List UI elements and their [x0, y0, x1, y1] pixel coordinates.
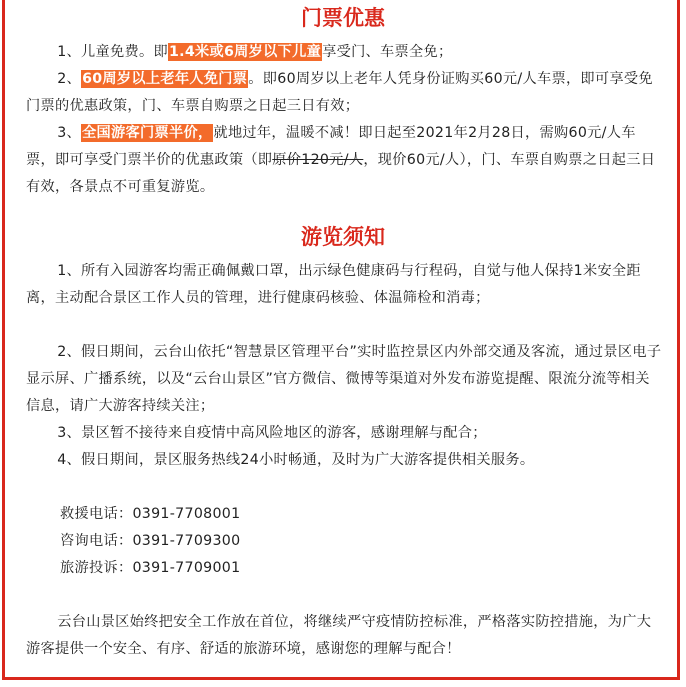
notice-item-1: 1、所有入园游客均需正确佩戴口罩，出示绿色健康码与行程码，自觉与他人保持1米安全距离，主动配合景区工作人员的管理，进行健康码核验、体温筛检和消毒； — [26, 263, 641, 306]
complaint-phone: 旅游投诉：0391-7709001 — [60, 560, 241, 576]
ticket-item-3: 3、全国游客门票半价，就地过年，温暖不减！即日起至2021年2月28日，需购60元/人车票，即可享受门票半价的优惠政策（即原价120元/人，现价60元/人），门、车票自购票之日起三日有效，各景点不可重复游览。 — [26, 125, 656, 195]
highlight-children: 1.4米或6周岁以下儿童 — [168, 44, 322, 60]
notice-item-4: 4、假日期间，景区服务热线24小时畅通，及时为广大游客提供相关服务。 — [57, 452, 535, 468]
ticket-item-2: 2、60周岁以上老年人免门票。即60周岁以上老年人凭身份证购买60元/人车票，即可享受免门票的优惠政策，门、车票自购票之日起三日有效； — [26, 71, 653, 114]
rescue-phone: 救援电话：0391-7708001 — [60, 506, 241, 522]
closing-paragraph: 云台山景区始终把安全工作放在首位，将继续严守疫情防控标准，严格落实防控措施，为广大游客提供一个安全、有序、舒适的旅游环境，感谢您的理解与配合！ — [26, 614, 652, 657]
ticket-item-1: 1、儿童免费。即1.4米或6周岁以下儿童享受门、车票全免； — [57, 44, 453, 60]
consult-phone: 咨询电话：0391-7709300 — [60, 533, 241, 549]
notice-item-3: 3、景区暂不接待来自疫情中高风险地区的游客，感谢理解与配合； — [57, 425, 487, 441]
section-title-ticket-discount: 门票优惠 — [301, 6, 385, 30]
section-title-visitor-notice: 游览须知 — [301, 225, 385, 249]
highlight-seniors: 60周岁以上老年人免门票 — [82, 71, 248, 87]
original-price-strike: 原价120元/人 — [272, 152, 364, 168]
notice-item-2: 2、假日期间，云台山依托“智慧景区管理平台”实时监控景区内外部交通及客流，通过景区电子显示屏、广播系统，以及“云台山景区”官方微信、微博等渠道对外发布游览提醒、限流分流等相关信息，请广大游客持续关注； — [26, 344, 662, 414]
highlight-half-price: 全国游客门票半价， — [82, 125, 213, 141]
